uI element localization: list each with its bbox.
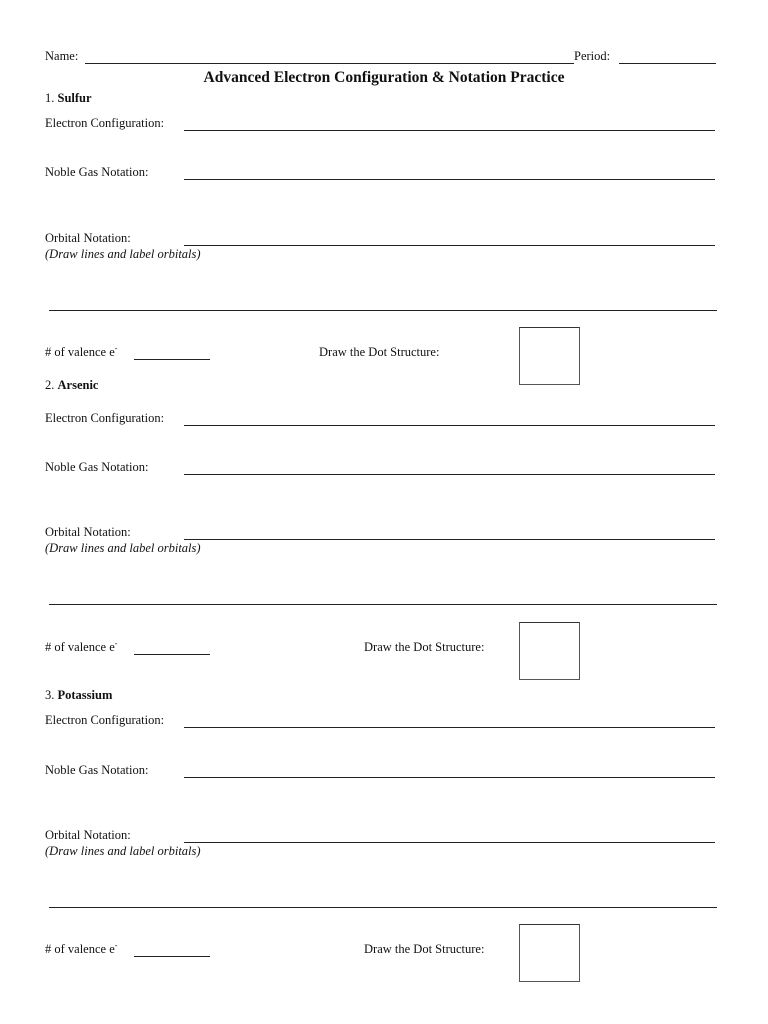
orbital-hint: (Draw lines and label orbitals) xyxy=(45,247,201,261)
valence-label: # of valence e- xyxy=(45,941,118,956)
electron-config-label: Electron Configuration: xyxy=(45,116,165,130)
electron-config-label: Electron Configuration: xyxy=(45,411,165,425)
dot-structure-box[interactable] xyxy=(519,327,580,385)
problem-1-heading xyxy=(45,91,92,105)
orbital-label: Orbital Notation: xyxy=(45,828,131,842)
orbital-field[interactable] xyxy=(184,245,715,246)
orbital-drawing-line[interactable] xyxy=(49,604,717,605)
valence-field[interactable] xyxy=(134,956,210,957)
dot-structure-box[interactable] xyxy=(519,924,580,982)
orbital-hint: (Draw lines and label orbitals) xyxy=(45,541,201,555)
valence-field[interactable] xyxy=(134,359,210,360)
valence-label: # of valence e- xyxy=(45,344,118,359)
orbital-label: Orbital Notation: xyxy=(45,231,131,245)
dot-structure-label: Draw the Dot Structure: xyxy=(364,640,485,654)
valence-label: # of valence e- xyxy=(45,639,118,654)
orbital-field[interactable] xyxy=(184,539,715,540)
noble-gas-field[interactable] xyxy=(184,474,715,475)
orbital-field[interactable] xyxy=(184,842,715,843)
orbital-drawing-line[interactable] xyxy=(49,907,717,908)
noble-gas-field[interactable] xyxy=(184,179,715,180)
electron-config-label: Electron Configuration: xyxy=(45,713,165,727)
dot-structure-label: Draw the Dot Structure: xyxy=(364,942,485,956)
valence-field[interactable] xyxy=(134,654,210,655)
element-name: Sulfur xyxy=(57,91,92,105)
problem-number: 2. xyxy=(45,378,55,392)
electron-config-field[interactable] xyxy=(184,130,715,131)
orbital-label: Orbital Notation: xyxy=(45,525,131,539)
orbital-hint: (Draw lines and label orbitals) xyxy=(45,844,201,858)
dot-structure-label: Draw the Dot Structure: xyxy=(319,345,440,359)
page-title: Advanced Electron Configuration & Notation Practice xyxy=(203,69,565,86)
problem-2-heading xyxy=(45,378,98,392)
problem-number: 3. xyxy=(45,688,55,702)
period-field[interactable] xyxy=(619,63,716,64)
problem-number: 1. xyxy=(45,91,55,105)
noble-gas-label: Noble Gas Notation: xyxy=(45,763,149,777)
orbital-drawing-line[interactable] xyxy=(49,310,717,311)
noble-gas-label: Noble Gas Notation: xyxy=(45,460,149,474)
name-label: Name: xyxy=(45,49,79,63)
electron-config-field[interactable] xyxy=(184,425,715,426)
dot-structure-box[interactable] xyxy=(519,622,580,680)
element-name: Potassium xyxy=(57,688,113,702)
period-label: Period: xyxy=(574,49,611,63)
electron-config-field[interactable] xyxy=(184,727,715,728)
problem-3-heading xyxy=(45,688,112,702)
name-field[interactable] xyxy=(85,63,574,64)
noble-gas-field[interactable] xyxy=(184,777,715,778)
element-name: Arsenic xyxy=(57,378,99,392)
noble-gas-label: Noble Gas Notation: xyxy=(45,165,149,179)
